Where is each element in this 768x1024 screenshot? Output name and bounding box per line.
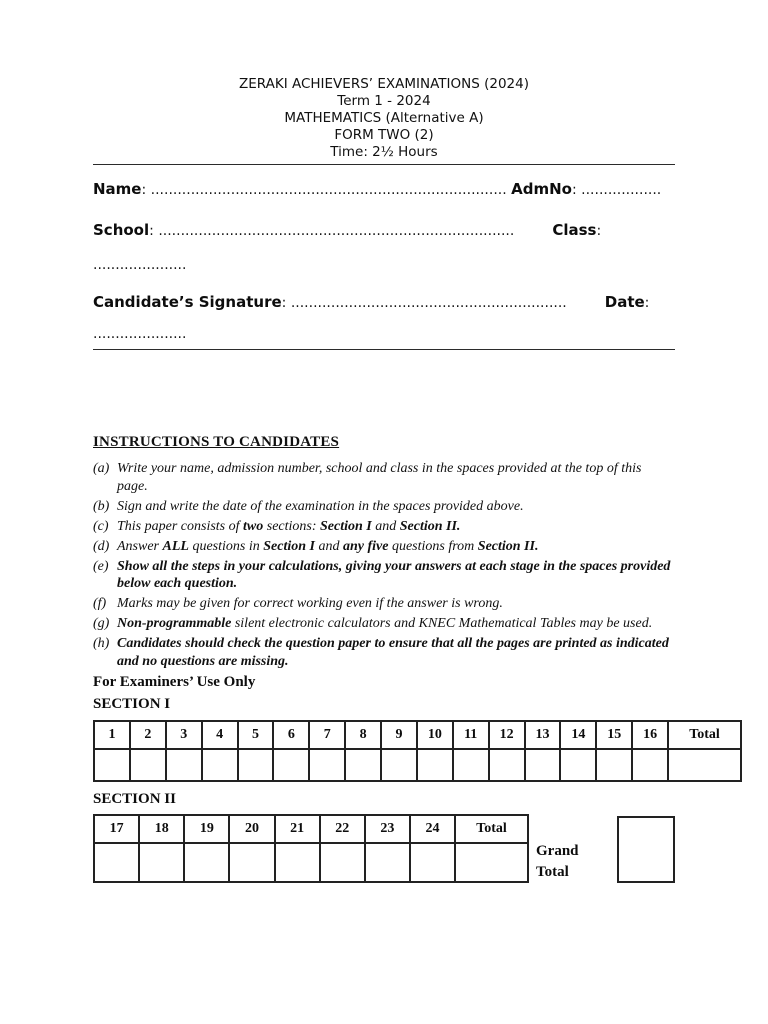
signature-label: Candidate’s Signature: [93, 293, 282, 311]
exam-term: Term 1 - 2024: [337, 93, 431, 109]
section1-score-row: [94, 749, 741, 781]
question-score-cell: [139, 843, 184, 882]
question-score-cell: [489, 749, 525, 781]
question-number-cell: 17: [94, 815, 139, 843]
total-score-cell: [455, 843, 528, 882]
instruction-item-label: (f): [93, 596, 107, 611]
instruction-item: [93, 635, 675, 670]
question-number-cell: 8: [345, 721, 381, 749]
colon: :: [596, 223, 602, 239]
question-number-cell: 16: [632, 721, 668, 749]
question-number-cell: 15: [596, 721, 632, 749]
question-number-cell: 7: [309, 721, 345, 749]
instruction-item: [93, 498, 675, 516]
question-score-cell: [417, 749, 453, 781]
grand-total-word2: Total: [536, 864, 569, 880]
question-score-cell: [229, 843, 274, 882]
colon: :: [644, 295, 650, 311]
question-score-cell: [166, 749, 202, 781]
colon: :: [149, 223, 159, 239]
grand-total-word1: Grand: [536, 843, 579, 859]
section2-row: [93, 814, 675, 883]
question-score-cell: [320, 843, 365, 882]
question-score-cell: [365, 843, 410, 882]
page-content: [93, 0, 720, 883]
instruction-item-text: Marks may be given for correct working even if the answer is wrong.: [117, 596, 503, 611]
exam-form: FORM TWO (2): [334, 127, 434, 143]
class-label: Class: [552, 221, 597, 239]
class-dotted-line: .....................: [93, 257, 187, 273]
question-score-cell: [202, 749, 238, 781]
question-number-cell: 4: [202, 721, 238, 749]
instruction-item-text: This paper consists of two sections: Section I and Section II.: [117, 518, 461, 534]
question-number-cell: 1: [94, 721, 130, 749]
name-label: Name: [93, 180, 142, 198]
date-dotted-line: .....................: [93, 326, 187, 342]
instruction-item: [93, 595, 675, 613]
question-number-cell: 5: [238, 721, 274, 749]
instruction-item: [93, 558, 675, 593]
section1-header-row: [94, 721, 741, 749]
signature-dotted-line: ..............................................................: [290, 295, 567, 311]
colon: :: [281, 295, 291, 311]
total-header-cell: Total: [455, 815, 528, 843]
question-number-cell: 23: [365, 815, 410, 843]
instruction-item: [93, 615, 675, 633]
section2-header-row: [94, 815, 528, 843]
question-score-cell: [275, 843, 320, 882]
question-score-cell: [453, 749, 489, 781]
total-header-cell: Total: [668, 721, 741, 749]
section1-label: SECTION I: [93, 696, 171, 712]
section1-score-table: [93, 720, 742, 782]
instruction-item: [93, 538, 675, 556]
question-score-cell: [560, 749, 596, 781]
admno-label: AdmNo: [511, 180, 572, 198]
question-score-cell: [596, 749, 632, 781]
instruction-item-text: Candidates should check the question paper to ensure that all the pages are printed as indicated and no questions are missing.: [117, 636, 669, 669]
question-number-cell: 21: [275, 815, 320, 843]
school-label: School: [93, 221, 150, 239]
section2-label: SECTION II: [93, 791, 176, 807]
exam-subject: MATHEMATICS (Alternative A): [284, 110, 484, 126]
instruction-item: [93, 518, 675, 536]
question-score-cell: [309, 749, 345, 781]
question-number-cell: 19: [184, 815, 229, 843]
question-number-cell: 24: [410, 815, 455, 843]
question-score-cell: [184, 843, 229, 882]
examiners-heading: For Examiners’ Use Only: [93, 674, 256, 690]
instruction-item-text: Show all the steps in your calculations, giving your answers at each stage in the spaces provided below each question.: [117, 558, 671, 591]
instruction-item-text: Non-programmable silent electronic calculators and KNEC Mathematical Tables may be used.: [117, 616, 653, 631]
exam-time: Time: 2½ Hours: [330, 144, 438, 160]
instruction-item-label: (h): [93, 636, 110, 651]
date-label: Date: [604, 293, 645, 311]
instruction-item: [93, 460, 675, 495]
question-number-cell: 13: [525, 721, 561, 749]
signature-date-line: [93, 293, 675, 312]
instruction-item-label: (g): [93, 616, 110, 631]
school-class-line: [93, 221, 675, 240]
question-number-cell: 6: [273, 721, 309, 749]
question-score-cell: [94, 843, 139, 882]
question-score-cell: [345, 749, 381, 781]
question-number-cell: 11: [453, 721, 489, 749]
fields-divider: [93, 349, 675, 350]
question-number-cell: 9: [381, 721, 417, 749]
instruction-item-label: (e): [93, 558, 109, 574]
question-score-cell: [130, 749, 166, 781]
section2-score-table: [93, 814, 529, 883]
header-divider: [93, 164, 675, 165]
colon: :: [571, 182, 582, 198]
question-number-cell: 18: [139, 815, 184, 843]
question-score-cell: [94, 749, 130, 781]
question-score-cell: [410, 843, 455, 882]
question-number-cell: 20: [229, 815, 274, 843]
question-score-cell: [238, 749, 274, 781]
instruction-item-label: (c): [93, 518, 109, 534]
instruction-item-label: (d): [93, 538, 110, 554]
question-score-cell: [632, 749, 668, 781]
instruction-item-text: Write your name, admission number, school and class in the spaces provided at the top of this page.: [117, 461, 642, 494]
question-number-cell: 10: [417, 721, 453, 749]
question-number-cell: 22: [320, 815, 365, 843]
exam-header: [93, 76, 675, 161]
instruction-item-text: Answer ALL questions in Section I and any five questions from Section II.: [117, 538, 539, 554]
question-number-cell: 2: [130, 721, 166, 749]
section2-score-row: [94, 843, 528, 882]
name-dotted-line: ................................................................................: [150, 182, 507, 198]
question-number-cell: 12: [489, 721, 525, 749]
instruction-item-text: Sign and write the date of the examination in the spaces provided above.: [117, 498, 524, 514]
colon: :: [141, 182, 151, 198]
question-score-cell: [525, 749, 561, 781]
exam-title: ZERAKI ACHIEVERS’ EXAMINATIONS (2024): [239, 76, 529, 92]
instruction-item-label: (b): [93, 498, 110, 514]
grand-total-box: [617, 816, 675, 883]
total-score-cell: [668, 749, 741, 781]
instructions-section: [93, 434, 675, 670]
question-number-cell: 14: [560, 721, 596, 749]
name-admno-line: [93, 180, 675, 199]
grand-total-label: [536, 841, 606, 883]
admno-dotted-line: ..................: [581, 182, 662, 198]
instructions-title: INSTRUCTIONS TO CANDIDATES: [93, 434, 340, 450]
question-number-cell: 3: [166, 721, 202, 749]
question-score-cell: [381, 749, 417, 781]
question-score-cell: [273, 749, 309, 781]
school-dotted-line: ................................................................................: [158, 223, 515, 239]
instructions-list: [93, 460, 675, 670]
instruction-item-label: (a): [93, 461, 110, 476]
